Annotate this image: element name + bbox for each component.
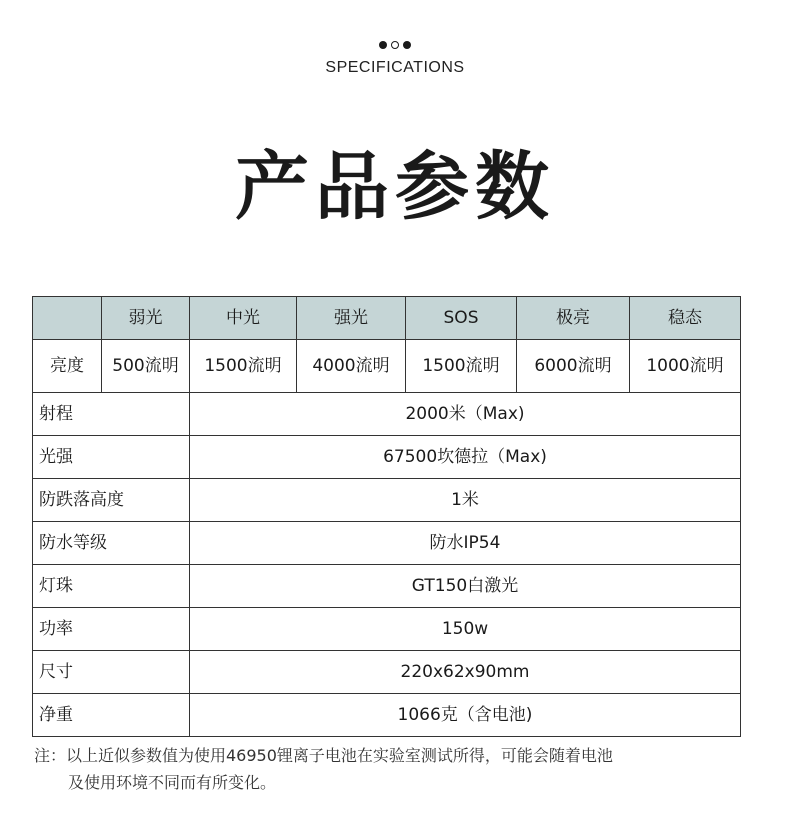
- spec-label: 射程: [33, 393, 190, 436]
- table-row: [33, 694, 741, 737]
- spec-value: 2000米（Max): [190, 393, 741, 436]
- brightness-value: 6000流明: [517, 340, 630, 393]
- table-row: [33, 479, 741, 522]
- mode-header: 稳态: [630, 297, 741, 340]
- spec-value: 1066克（含电池): [190, 694, 741, 737]
- brightness-value: 1500流明: [406, 340, 517, 393]
- spec-value: GT150白激光: [190, 565, 741, 608]
- spec-label: 灯珠: [33, 565, 190, 608]
- table-row: [33, 436, 741, 479]
- spec-label: 光强: [33, 436, 190, 479]
- spec-value: 1米: [190, 479, 741, 522]
- footnote: [34, 742, 764, 796]
- mode-header: 强光: [297, 297, 406, 340]
- spec-value: 67500坎德拉（Max): [190, 436, 741, 479]
- specifications-subtitle: SPECIFICATIONS: [325, 59, 465, 76]
- page-title: 产品参数: [235, 144, 555, 230]
- brightness-value: 1500流明: [190, 340, 297, 393]
- table-row: [33, 522, 741, 565]
- brightness-value: 500流明: [102, 340, 190, 393]
- decorative-dots: [0, 41, 790, 49]
- spec-label: 净重: [33, 694, 190, 737]
- spec-value: 150w: [190, 608, 741, 651]
- dot-icon: [403, 41, 411, 49]
- brightness-row: [33, 340, 741, 393]
- mode-header-row: [33, 297, 741, 340]
- table-row: [33, 565, 741, 608]
- spec-label: 防跌落高度: [33, 479, 190, 522]
- table-row: [33, 608, 741, 651]
- mode-header: 中光: [190, 297, 297, 340]
- spec-label: 防水等级: [33, 522, 190, 565]
- footnote-line: 及使用环境不同而有所变化。: [68, 773, 277, 792]
- brightness-value: 4000流明: [297, 340, 406, 393]
- dot-icon: [379, 41, 387, 49]
- footnote-line: 注：以上近似参数值为使用46950锂离子电池在实验室测试所得，可能会随着电池: [34, 746, 613, 765]
- mode-header: 极亮: [517, 297, 630, 340]
- brightness-label: 亮度: [33, 340, 102, 393]
- brightness-value: 1000流明: [630, 340, 741, 393]
- dot-icon: [391, 41, 399, 49]
- header-empty-cell: [33, 297, 102, 340]
- mode-header: 弱光: [102, 297, 190, 340]
- table-row: [33, 393, 741, 436]
- spec-label: 尺寸: [33, 651, 190, 694]
- spec-table: [32, 296, 741, 737]
- spec-value: 防水IP54: [190, 522, 741, 565]
- table-row: [33, 651, 741, 694]
- mode-header: SOS: [406, 297, 517, 340]
- spec-value: 220x62x90mm: [190, 651, 741, 694]
- spec-label: 功率: [33, 608, 190, 651]
